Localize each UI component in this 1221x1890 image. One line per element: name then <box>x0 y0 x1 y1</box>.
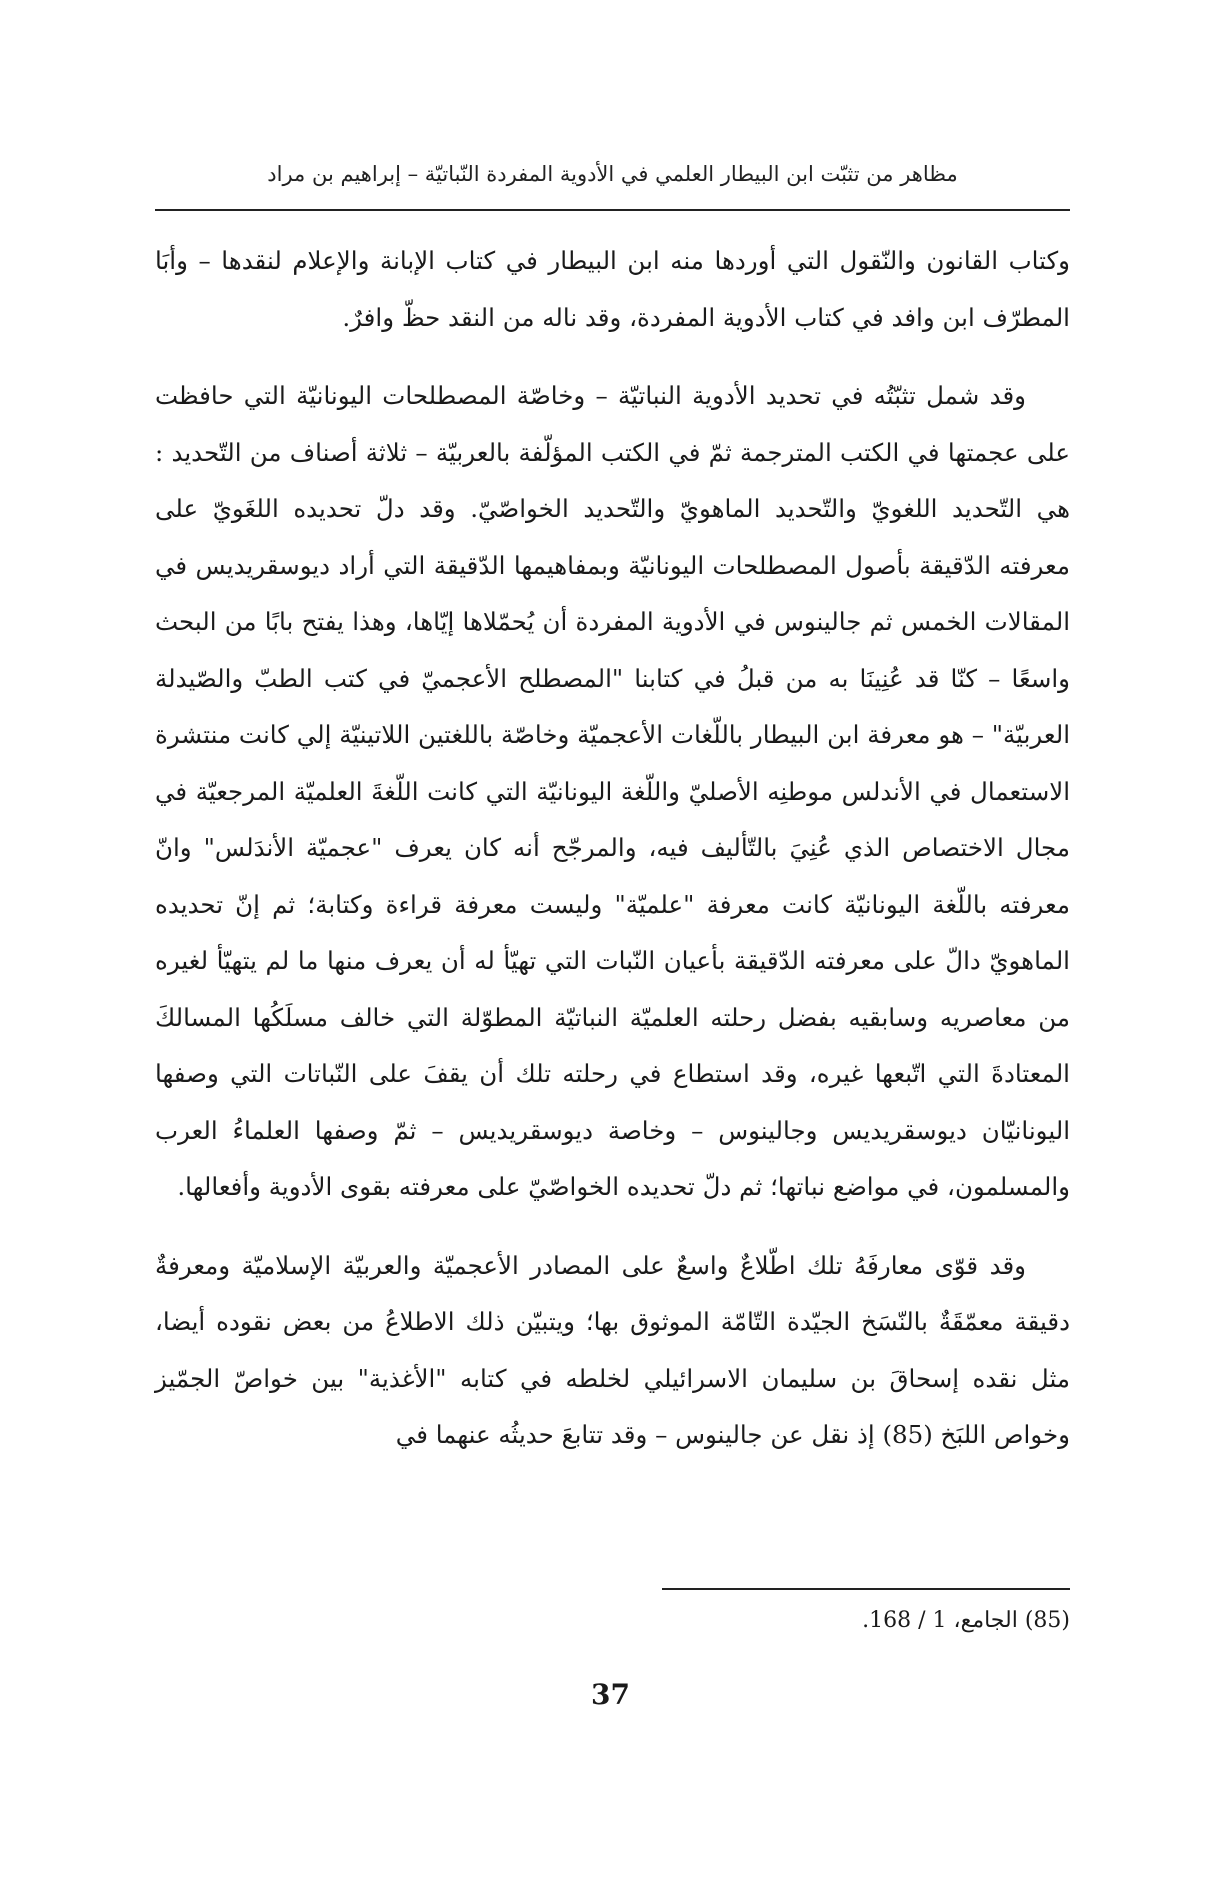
paragraph-3: وقد قوّى معارفَهُ تلك اطّلاعٌ واسعٌ على المصادر الأعجميّة والعربيّة الإسلاميّة ومعرفةٌ دقيقة معمّقَةٌ بالنّسَخ الجيّدة التّامّة الموثوق بها؛ ويتبيّن ذلك الاطلاعُ من بعض نقوده أيضا، مثل نقده إسحاقَ بن سليمان الاسرائيلي لخلطه في كتابه "الأغذية" بين خواصّ الجمّيز وخواص اللبَخ (85) إذ نقل عن جالينوس – وقد تتابعَ حديثُه عنهما في <box>155 1250 1070 1449</box>
page-number: 37 <box>591 1678 630 1711</box>
paragraph-1: وكتاب القانون والنّقول التي أوردها منه ابن البيطار في كتاب الإبانة والإعلام لنقدها – وأبَا المطرّف ابن وافد في كتاب الأدوية المفردة، وقد ناله من النقد حظّ وافرٌ. <box>155 246 1070 332</box>
footnote: (85) الجامع، 1 / 168. <box>862 1608 1070 1633</box>
footnote-divider <box>662 1588 1070 1590</box>
main-text <box>155 233 1070 1486</box>
paragraph-2: وقد شمل تثبّتُه في تحديد الأدوية النباتيّة – وخاصّة المصطلحات اليونانيّة التي حافظت على عجمتها في الكتب المترجمة ثمّ في الكتب المؤلّفة بالعربيّة – ثلاثة أصناف من التّحديد : هي التّحديد اللغويّ والتّحديد الماهويّ والتّحديد الخواصّيّ. وقد دلّ تحديده اللغَويّ على معرفته الدّقيقة بأصول المصطلحات اليونانيّة وبمفاهيمها الدّقيقة التي أراد ديوسقريديس في المقالات الخمس ثم جالينوس في الأدوية المفردة أن يُحمّلاها إيّاها، وهذا يفتح بابًا من البحث واسعًا – كنّا قد عُنِينَا به من قبلُ في كتابنا "المصطلح الأعجميّ في كتب الطبّ والصّيدلة العربيّة" – هو معرفة ابن البيطار باللّغات الأعجميّة وخاصّة باللغتين اللاتينيّة إلي كانت منتشرة الاستعمال في الأندلس موطنِه الأصليّ واللّغة اليونانيّة التي كانت اللّغةَ العلميّة المرجعيّة في مجال الاختصاص الذي عُنِيَ بالتّأليف فيه، والمرجّح أنه كان يعرف "عجميّة الأندَلس" وانّ معرفته باللّغة اليونانيّة كانت معرفة "علميّة" وليست معرفة قراءة وكتابة؛ ثم إنّ تحديده الماهويّ دالّ على معرفته الدّقيقة بأعيان النّبات التي تهيّأ له أن يعرف منها ما لم يتهيّأ لغيره من معاصريه وسابقيه بفضل رحلته العلميّة النباتيّة المطوّلة التي خالف مسلَكُها المسالكَ المعتادةَ التي اتّبعها غيره، وقد استطاع في رحلته تلك أن يقفَ على النّباتات التي وصفها اليونانيّان ديوسقريديس وجالينوس – وخاصة ديوسقريديس – ثمّ وصفها العلماءُ العرب والمسلمون، في مواضع نباتها؛ ثم دلّ تحديده الخواصّيّ على معرفته بقوى الأدوية وأفعالها. <box>155 381 1070 1201</box>
running-header: مظاهر من تثبّت ابن البيطار العلمي في الأدوية المفردة النّباتيّة – إبراهيم بن مراد <box>267 162 958 186</box>
header-divider <box>155 209 1070 211</box>
